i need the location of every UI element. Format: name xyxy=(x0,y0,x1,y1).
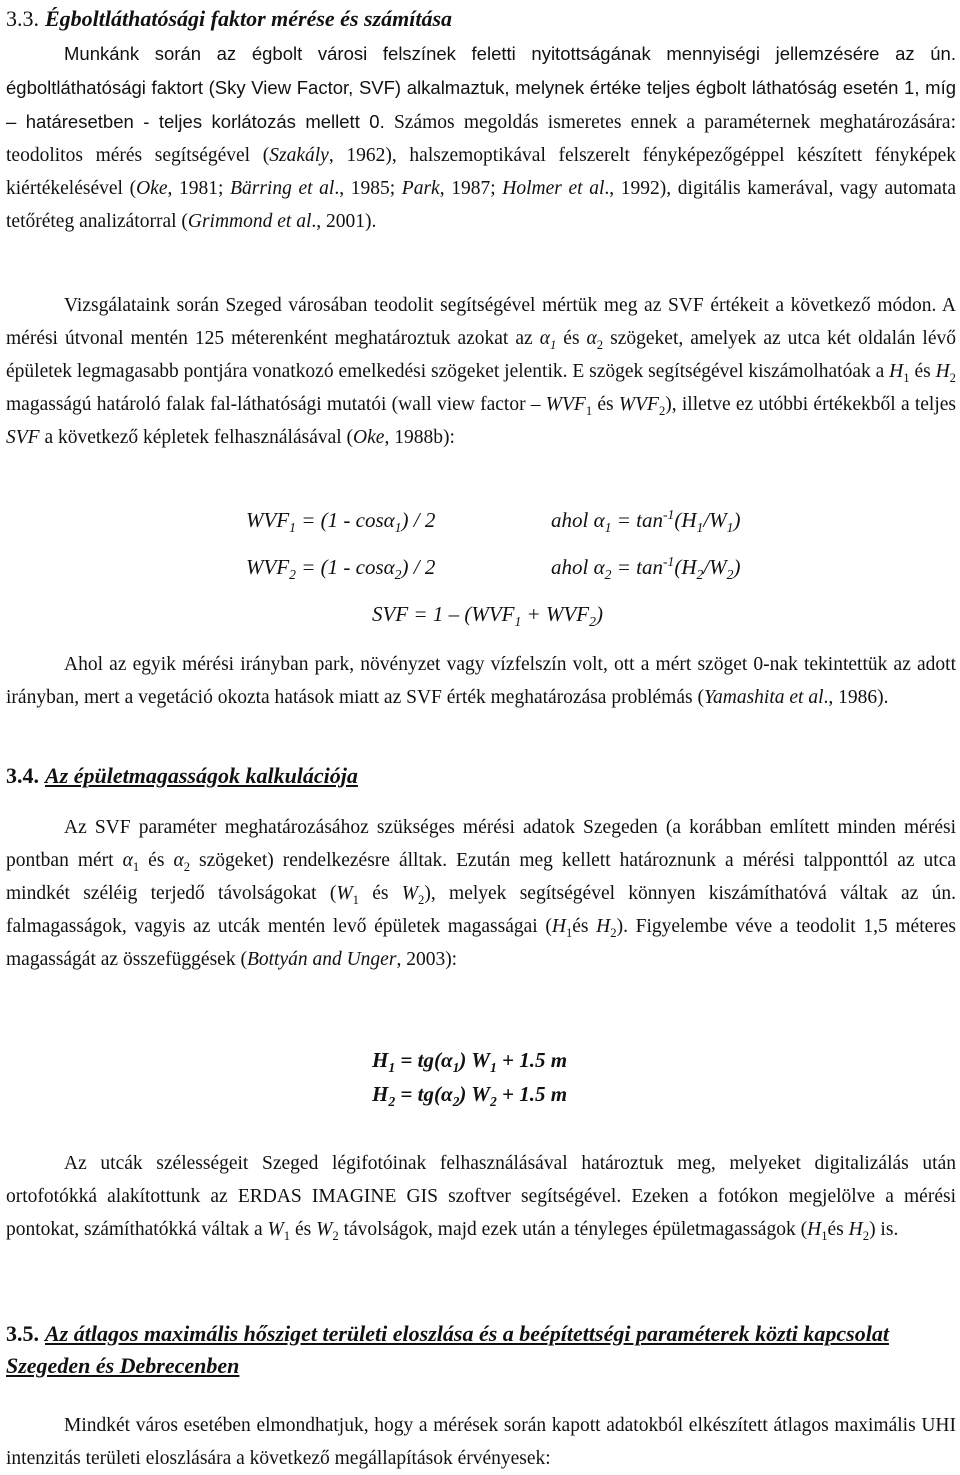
variable: H xyxy=(848,1219,863,1240)
formula-part: ) W xyxy=(459,1082,490,1106)
subscript: 2 xyxy=(596,337,604,352)
citation: Oke xyxy=(136,178,168,199)
subscript: 2 xyxy=(862,1228,870,1243)
section-heading-3-3 xyxy=(6,4,452,34)
subscript: 1 xyxy=(604,520,612,536)
subscript: 1 xyxy=(452,1060,460,1076)
subscript: 2 xyxy=(289,567,296,583)
variable: WVF xyxy=(545,394,586,415)
citation: Holmer et al xyxy=(502,178,605,199)
formula-part: = tan xyxy=(611,555,663,579)
paragraph-text: ), illetve ez utóbbi értékekből a teljes xyxy=(665,394,956,415)
section-number: 3.3. xyxy=(6,6,39,31)
paragraph-text: , 1981; xyxy=(167,178,231,199)
paragraph-text: Számos megoldás ismeretes ennek a paraméternek meghatározására: teodolitos mérés segítségével ( xyxy=(6,112,957,166)
paragraph-text: és xyxy=(556,328,587,349)
paragraph-text: ., 1986). xyxy=(823,687,889,708)
formula-part: = tan xyxy=(611,508,663,532)
formula-part: = (1 - cos xyxy=(295,508,384,532)
citation: Bärring et al xyxy=(230,178,335,199)
formula-part: WVF xyxy=(246,508,290,532)
section-title: Az épületmagasságok kalkulációja xyxy=(45,763,358,788)
subscript: 2 xyxy=(418,892,425,907)
variable: H xyxy=(935,361,950,382)
paragraph-sky-view-factor xyxy=(6,37,956,238)
variable: W xyxy=(316,1219,333,1240)
paragraph-text: ), melyek segítségével könnyen kiszámíthatóvá váltak az ún. falmagasságok, vagyis az utcák mentén levő épületek magasságai ( xyxy=(6,883,956,937)
section-heading-3-4 xyxy=(6,761,358,791)
paragraph-text: ., 1985; xyxy=(334,178,402,199)
subscript: 2 xyxy=(696,567,704,583)
formula-h2 xyxy=(372,1082,568,1110)
paragraph-text: és xyxy=(139,850,174,871)
alpha-symbol: α xyxy=(593,555,605,579)
subscript: 1 xyxy=(726,520,734,536)
subscript: 1 xyxy=(489,1060,497,1076)
formula-svf xyxy=(372,602,603,630)
subscript: 2 xyxy=(332,1228,339,1243)
variable: H xyxy=(551,916,566,937)
subscript: 2 xyxy=(726,567,734,583)
paragraph-text: és xyxy=(909,361,936,382)
paragraph-text: a következő képletek felhasználásával ( xyxy=(39,427,354,448)
formula-part: + 1.5 m xyxy=(496,1048,568,1072)
subscript: 2 xyxy=(589,614,596,630)
paragraph-text: ., 2001). xyxy=(311,211,377,232)
paragraph-text: szögeket) rendelkezésre álltak. Ezután meg kellett határoznunk a mérési talpponttól az utca mindkét széléig terjedő távolságokat ( xyxy=(6,850,957,904)
formula-wvf2 xyxy=(246,555,436,583)
paragraph-text: és xyxy=(358,883,402,904)
alpha-symbol: α xyxy=(122,850,133,871)
subscript: 2 xyxy=(394,567,402,583)
paragraph-text: távolságok, majd ezek után a tényleges épületmagasságok ( xyxy=(338,1219,808,1240)
formula-part: WVF xyxy=(246,555,290,579)
paragraph-text: Munkánk során az égbolt városi felszínek feletti nyitottságának mennyiségi jellemzésére az ún. égboltláthatósági faktort (Sky View Factor, SVF) alkalmaztuk, melynek értéke teljes égbolt láthatóság esetén 1, míg – határesetben - teljes korlátozás mellett 0. xyxy=(6,43,956,132)
paragraph-vegetation xyxy=(6,648,956,714)
formula-part: ) xyxy=(733,508,741,532)
paragraph-text: Az SVF paraméter meghatározásához szükséges mérési adatok Szegeden (a korábban említett minden mérési pontban mért xyxy=(6,817,956,871)
alpha-symbol: α xyxy=(539,328,550,349)
formula-part: H xyxy=(372,1082,389,1106)
alpha-symbol: α xyxy=(383,508,395,532)
formula-part: ) xyxy=(595,602,603,626)
subscript: 1 xyxy=(903,370,910,385)
subscript: 1 xyxy=(514,614,522,630)
paragraph-text: szögeket, amelyek az utca két oldalán lévő épületek legmagasabb pontjára vonatkozó emelkedési szögeket jelentik. E szögek segítségével kiszámolhatóak a xyxy=(6,328,956,382)
formula-part: SVF = 1 – (WVF xyxy=(372,602,515,626)
section-title: Égboltláthatósági faktor mérése és számítása xyxy=(45,6,453,31)
paragraph-text: és xyxy=(827,1219,849,1240)
subscript: 1 xyxy=(585,403,593,418)
variable: H xyxy=(807,1219,822,1240)
subscript: 2 xyxy=(604,567,612,583)
variable: WVF xyxy=(618,394,659,415)
paragraph-text: magasságú határoló falak fal-láthatósági mutatói (wall view factor – xyxy=(6,394,546,415)
formula-part: (H xyxy=(674,555,697,579)
formula-part: = tg(α xyxy=(395,1048,453,1072)
formula-part: H xyxy=(372,1048,389,1072)
paragraph-uhi-distribution xyxy=(6,1409,956,1475)
subscript: 1 xyxy=(696,520,704,536)
paragraph-measurement-method xyxy=(6,289,956,454)
paragraph-text: ) is. xyxy=(869,1219,899,1240)
citation: Oke xyxy=(353,427,385,448)
section-title: Az átlagos maximális hősziget területi eloszlása és a beépítettségi paraméterek közti kapcsolat Szegeden és Debrecenben xyxy=(6,1321,889,1378)
section-number: 3.5. xyxy=(6,1321,39,1346)
subscript: 2 xyxy=(183,859,191,874)
alpha-symbol: α xyxy=(383,555,395,579)
citation: Park xyxy=(401,178,440,199)
subscript: 2 xyxy=(452,1094,460,1110)
variable: W xyxy=(401,883,419,904)
paragraph-text: Mindkét város esetében elmondhatjuk, hogy a mérések során kapott adatokból elkészített átlagos maximális UHI intenzitás területi eloszlására a következő megállapítások érvényesek: xyxy=(6,1415,956,1469)
subscript: 2 xyxy=(610,925,617,940)
formula-part: = (1 - cos xyxy=(295,555,384,579)
subscript: 1 xyxy=(565,925,573,940)
paragraph-text: ). Figyelembe véve a teodolit 1,5 méteres magasságát az összefüggések ( xyxy=(6,916,956,970)
formula-part: ) xyxy=(733,555,741,579)
formula-part: ) / 2 xyxy=(401,555,436,579)
citation: Szakály xyxy=(269,145,329,166)
subscript: 1 xyxy=(549,337,557,352)
subscript: 2 xyxy=(658,403,666,418)
paragraph-text: , 1988b): xyxy=(384,427,455,448)
subscript: 2 xyxy=(388,1094,396,1110)
paragraph-text: , 1962), halszemoptikával felszerelt fényképezőgéppel készített fényképek kiértékelésével ( xyxy=(6,145,956,199)
formula-part: + 1.5 m xyxy=(496,1082,568,1106)
alpha-symbol: α xyxy=(173,850,184,871)
formula-h1 xyxy=(372,1048,568,1076)
subscript: 1 xyxy=(821,1228,828,1243)
paragraph-text: Ahol az egyik mérési irányban park, növényzet vagy vízfelszín volt, ott a mért szöget 0-nak tekintettük az adott irányban, mert a vegetáció okozta hatások miatt az SVF érték meghatározása problémás ( xyxy=(6,654,956,708)
formula-part: ahol xyxy=(551,555,594,579)
subscript: 1 xyxy=(394,520,402,536)
paragraph-text: Az utcák szélességeit Szeged légifotóinak felhasználásával határoztuk meg, melyeket digitalizálás után ortofotókká alakítottunk az ERDAS IMAGINE GIS szoftver segítségével. Ezeken a fotókon megjelölve a mérési pontokat, számíthatókká váltak a xyxy=(6,1153,956,1240)
formula-alpha2 xyxy=(551,554,741,583)
alpha-symbol: α xyxy=(586,328,597,349)
formula-part: ) / 2 xyxy=(401,508,436,532)
section-heading-3-5 xyxy=(6,1318,956,1382)
formula-alpha1 xyxy=(551,507,741,536)
formula-part: ahol xyxy=(551,508,594,532)
citation: Bottyán and Unger xyxy=(246,949,397,970)
paragraph-text: és xyxy=(572,916,597,937)
paragraph-text: , 1987; xyxy=(439,178,503,199)
formula-part: (H xyxy=(674,508,697,532)
subscript: 1 xyxy=(352,892,359,907)
paragraph-text: , 2003): xyxy=(396,949,458,970)
superscript: -1 xyxy=(662,554,675,569)
variable: SVF xyxy=(6,427,40,448)
formula-part: ) W xyxy=(459,1048,490,1072)
alpha-symbol: α xyxy=(593,508,605,532)
variable: H xyxy=(596,916,611,937)
formula-part: + WVF xyxy=(521,602,590,626)
formula-part: /W xyxy=(703,508,727,532)
section-number: 3.4. xyxy=(6,763,39,788)
subscript: 1 xyxy=(388,1060,396,1076)
formula-part: /W xyxy=(703,555,727,579)
paragraph-text: ., 1992), digitális kamerával, vagy automata tetőréteg analizátorral ( xyxy=(6,178,956,232)
formula-part: = tg(α xyxy=(395,1082,453,1106)
paragraph-text: és xyxy=(592,394,619,415)
subscript: 2 xyxy=(489,1094,497,1110)
paragraph-text: és xyxy=(290,1219,317,1240)
variable: W xyxy=(336,883,353,904)
subscript: 1 xyxy=(289,520,296,536)
subscript: 2 xyxy=(949,370,956,385)
variable: W xyxy=(267,1219,284,1240)
citation: Grimmond et al xyxy=(187,211,312,232)
formula-wvf1 xyxy=(246,508,436,536)
superscript: -1 xyxy=(662,507,675,522)
subscript: 1 xyxy=(132,859,140,874)
paragraph-aerial-photos xyxy=(6,1147,956,1246)
subscript: 1 xyxy=(283,1228,291,1243)
variable: H xyxy=(889,361,904,382)
citation: Yamashita et al xyxy=(703,687,824,708)
paragraph-building-heights xyxy=(6,811,956,976)
paragraph-text: Vizsgálataink során Szeged városában teodolit segítségével mértük meg az SVF értékeit a következő módon. A mérési útvonal mentén 125 méterenként meghatároztuk azokat az xyxy=(6,295,956,349)
